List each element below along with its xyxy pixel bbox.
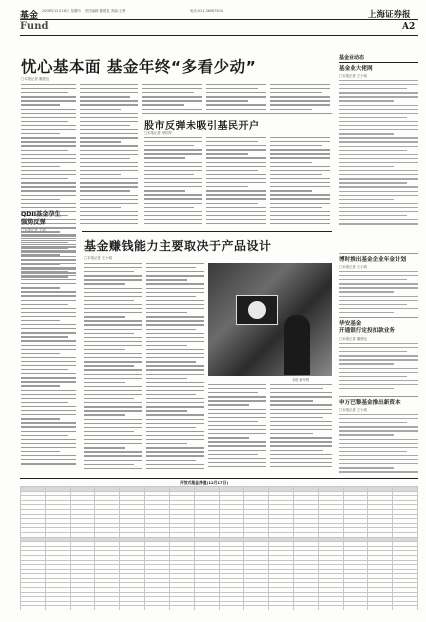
- photo-figure: [284, 315, 310, 375]
- secondary-article-col1: [144, 137, 202, 229]
- fund-nav-table-grid: [20, 486, 418, 610]
- feature-top-rule: [82, 231, 332, 232]
- sidebar-item1-byline: □本报记者 王小鸿: [339, 74, 368, 78]
- newspaper-brand: 上海证券报: [368, 10, 411, 20]
- sidebar-divider-1: [339, 253, 418, 254]
- sidebar-divider-3: [339, 396, 418, 397]
- phone-line: 电话:021-38967504: [190, 9, 223, 13]
- feature-col3: [208, 384, 266, 473]
- sidebar-header: 基金业动态: [339, 55, 365, 61]
- secondary-divider: [142, 113, 332, 114]
- main-article-col2: [80, 84, 138, 229]
- masthead-rule-bottom: [20, 35, 418, 36]
- sidebar-item1-title: 基金业大佬网: [339, 66, 373, 72]
- secondary-headline: 股市反弹未吸引基民开户: [144, 121, 260, 132]
- sidebar-item4-title: 申万巴黎基金推出新资本: [339, 400, 401, 406]
- main-article-col3: [142, 84, 202, 114]
- left-brief-divider: [21, 207, 76, 208]
- page-number: A2: [402, 22, 416, 32]
- feature-headline: 基金赚钱能力主要取决于产品设计: [84, 239, 272, 253]
- sidebar-item1-body: [339, 80, 418, 230]
- fund-nav-table: [20, 486, 418, 610]
- main-article-col4: [206, 84, 266, 114]
- feature-byline: □本报记者 王小鸿: [84, 256, 113, 260]
- fund-logo-sign: [236, 295, 278, 325]
- sidebar-item4-byline: □本报记者 王小鸿: [339, 408, 368, 412]
- left-brief-byline: □本报记者 王丽: [21, 228, 46, 232]
- sidebar-item3-byline: □本报记者 董德良: [339, 337, 368, 341]
- main-byline: □本报记者 董德良: [21, 77, 50, 81]
- date-line: 2008年12月18日 星期四 责任编辑:董德良 美编:王勇: [42, 9, 126, 13]
- secondary-article-col3: [270, 137, 330, 229]
- table-title: 开放式基金净值(12月17日): [180, 480, 229, 485]
- sidebar-item2-body: [339, 271, 418, 315]
- masthead-rule: [20, 19, 418, 20]
- sidebar-item3-body: [339, 343, 418, 393]
- feature-col1: [84, 263, 142, 473]
- main-article-col5: [270, 84, 330, 114]
- feature-col2: [146, 263, 204, 473]
- sidebar-divider-2: [339, 317, 418, 318]
- section-title-en: Fund: [20, 21, 49, 32]
- sidebar-item2-byline: □本报记者 王小鸿: [339, 265, 368, 269]
- sidebar: [339, 55, 418, 475]
- photo-caption: 本报 新华网: [292, 378, 309, 382]
- sidebar-item2-title: 博时推出基金企业年金计划: [339, 257, 407, 263]
- feature-col4: [270, 384, 332, 473]
- main-headline: 忧心基本面 基金年终“多看少动”: [21, 58, 257, 76]
- left-brief-title: QDII基金孕生 强势反弹: [21, 211, 61, 226]
- feature-photo: [208, 263, 332, 376]
- masthead: [20, 8, 418, 48]
- secondary-byline: □本报记者 徐国华: [144, 131, 173, 135]
- sidebar-item3-title: 华安基金 开通银行定投扣款业务: [339, 321, 395, 334]
- section-title: 基金: [20, 11, 39, 21]
- sidebar-rule: [339, 62, 418, 63]
- left-brief-body: [21, 234, 76, 470]
- table-top-rule: [20, 478, 418, 479]
- sidebar-item4-body: [339, 414, 418, 476]
- secondary-article-col2: [206, 137, 266, 229]
